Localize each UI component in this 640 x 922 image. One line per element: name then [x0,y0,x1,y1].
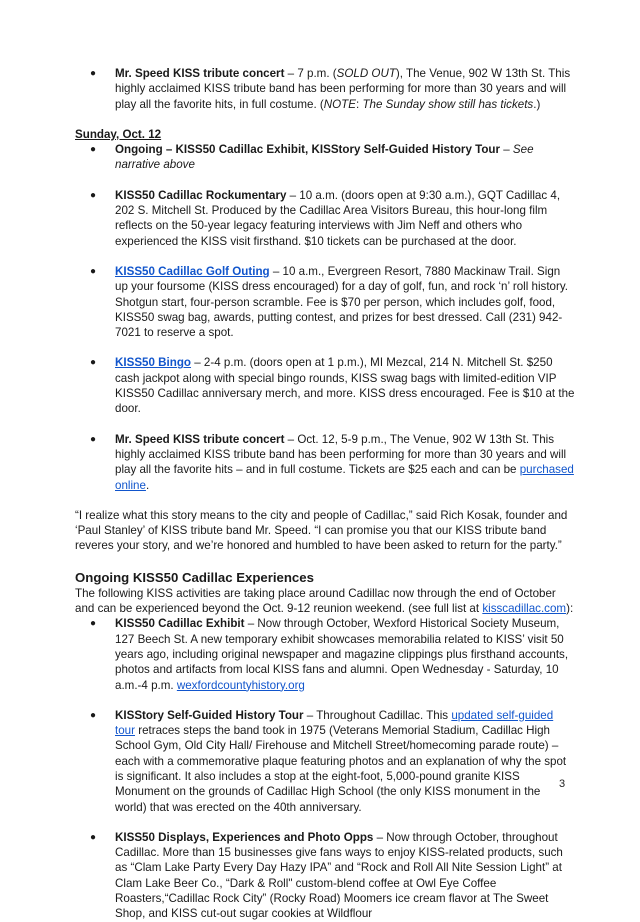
bullet-icon: ● [90,433,97,445]
page-number: 3 [559,778,566,790]
bingo-link[interactable]: KISS50 Bingo [115,356,192,370]
event-title: Mr. Speed KISS tribute concert [115,432,285,446]
list-item-bingo [75,355,575,416]
bullet-icon: ● [90,189,97,201]
list-item-golf-outing [75,264,575,340]
ongoing-heading: Ongoing KISS50 Cadillac Experiences [75,569,314,585]
bullet-icon: ● [90,618,97,630]
event-text: ), The Venue, 902 W 13th St. This highly acclaimed KISS tribute band has been performing for more than 30 years and will play all the favorite hits, in full costume. ( [115,67,571,111]
event-title: KISS50 Displays, Experiences and Photo Opps [115,830,374,844]
bullet-icon: ● [90,68,97,79]
bullet-icon: ● [90,709,97,721]
list-item-mr-speed-sunday [75,432,575,493]
list-item-exhibit [75,616,575,692]
intro-text: The following KISS activities are taking place around Cadillac now through the end of October and can be experienced beyond the Oct. 9-12 reunion weekend. (see full list at [75,586,556,616]
event-text: – Throughout Cadillac. This [303,708,452,722]
wexford-link[interactable]: wexfordcountyhistory.org [176,678,305,692]
event-text: – Now through October, Wexford Historical Society Museum, 127 Beech St. A new temporary exhibit showcases memorabilia related to KISS’ visit 50 years ago, including original newspaper and magazine clippings plus firsthand accounts, photos and artifacts from local KISS fans and alumni. Open Wednesday - Saturday, 10 a.m.-4 p.m. [115,617,569,692]
list-item-ongoing [75,142,575,173]
event-text: . [145,478,150,492]
purchase-online-link[interactable]: purchased online [115,463,574,492]
quote-paragraph: “I realize what this story means to the city and people of Cadillac,” said Rich Kosak, founder and ‘Paul Stanley’ of KISS tribute band Mr. Speed. “I can promise you that our KISS tribute band reveres your story, and we’re honored and humbled to have been asked to return for the party.” [75,508,568,553]
event-text: – 10 a.m. (doors open at 9:30 a.m.), GQT Cadillac 4, 202 S. Mitchell St. Produced by the Cadillac Area Visitors Bureau, this hour-long film reflects on the 50-year legacy featuring interviews with Jim Neff and others who experienced the KISS visit firsthand. $10 tickets can be purchased at the door. [115,188,561,248]
sold-out-label: SOLD OUT [336,67,396,80]
event-title: Mr. Speed KISS tribute concert [115,67,285,80]
document-page [75,66,575,922]
sunday-heading: Sunday, Oct. 12 [75,127,162,141]
event-text: – Now through October, throughout Cadillac. More than 15 businesses give fans ways to enjoy KISS-related products, such as “Clam Lake Party Every Day Hazy IPA” and “Rock and Roll All Nite Session Light” at Clam Lake Beer Co., “Dark & Roll" custom-blend coffee at Owl Eye Coffee Roasters,“Cadillac Rock City” (Rocky Road) Moomers ice cream flavor at The Sweet Shop, and KISS cut-out sugar cookies at Wildflour [115,830,563,921]
event-title: KISS50 Cadillac Exhibit [115,617,245,631]
sunday-events-list [75,142,575,493]
self-guided-tour-link[interactable]: updated self-guided tour [115,708,554,738]
golf-outing-link[interactable]: KISS50 Cadillac Golf Outing [115,264,270,278]
event-text: retraces steps the band took in 1975 (Veterans Memorial Stadium, Cadillac High School Gym, Old City Hall/ Firehouse and Mitchell Street/homecoming parade route) – each with a commemorative plaque featuring photos and an explanation of why the spot is significant. It also includes a stop at the eight-foot, 5,000-pound granite KISS Monument on the grounds of Cadillac High School (the only KISS monument in the world) that was erected on the 40th anniversary. [115,724,567,814]
event-text: – 10 a.m., Evergreen Resort, 7880 Mackinaw Trail. Sign up your foursome (KISS dress encouraged) for a day of golf, fun, and rock ‘n’ roll history. Shotgun start, four-person scramble. Fee is $70 per person, which includes golf, food, KISS50 swag bag, awards, putting contest, and prizes for best dressed. Call (231) 942-7021 to reserve a spot. [115,264,569,340]
bullet-icon: ● [90,357,97,369]
kisscadillac-link[interactable]: kisscadillac.com [482,602,567,616]
list-item-history-tour [75,708,575,815]
event-text: – 7 p.m. ( [284,67,337,80]
event-text: : [356,97,363,111]
ongoing-list [75,616,575,921]
list-item-rockumentary [75,188,575,249]
bullet-icon: ● [90,265,97,277]
bullet-icon: ● [90,144,97,156]
event-title: KISStory Self-Guided History Tour [115,708,304,722]
event-note: See narrative above [115,143,534,172]
ongoing-intro [75,586,575,617]
event-text: .) [533,97,541,111]
bullet-icon: ● [90,831,97,843]
note-label: NOTE [323,97,356,111]
list-item-mr-speed-saturday [75,66,575,112]
event-text: – Oct. 12, 5-9 p.m., The Venue, 902 W 13th St. This highly acclaimed KISS tribute band has been performing for more than 30 years and will play all the favorite hits – and in full costume. Tickets are $25 each and can be [115,432,567,477]
list-item-displays [75,830,575,922]
intro-text: ): [566,602,574,616]
event-text: – 2-4 p.m. (doors open at 1 p.m.), MI Mezcal, 214 N. Mitchell St. $250 cash jackpot along with special bingo rounds, KISS swag bags with limited-edition VIP KISS50 Cadillac anniversary merch, and more. KISS dress encouraged. Fee is $10 at the door. [115,356,575,416]
event-title: Ongoing – KISS50 Cadillac Exhibit, KISStory Self-Guided History Tour [115,143,501,157]
event-title: KISS50 Cadillac Rockumentary [115,188,287,202]
saturday-events-list [75,66,575,112]
event-text: – [500,143,513,157]
note-text: The Sunday show still has tickets [362,97,534,111]
